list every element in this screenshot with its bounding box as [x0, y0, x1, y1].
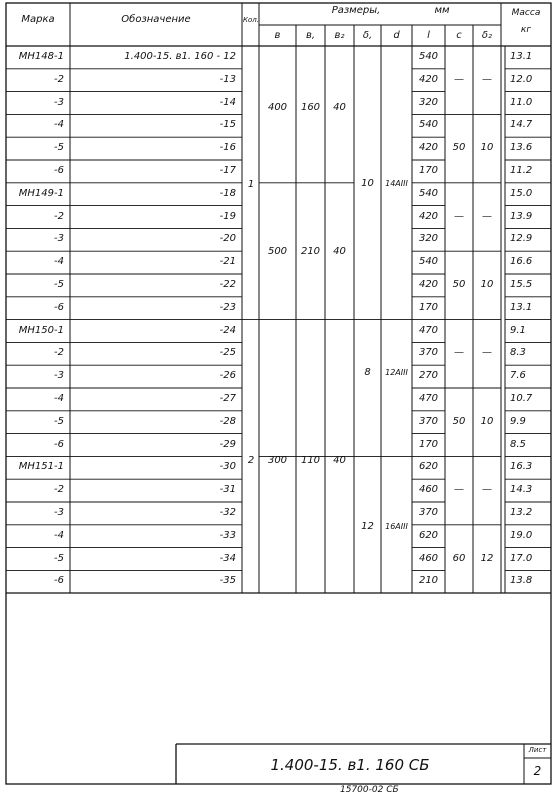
cell-designation: 1.400-15. в1. 160 - 12 [124, 51, 236, 62]
cell-designation: -25 [219, 347, 236, 359]
cell-length: 620 [418, 529, 439, 541]
header-mass-unit: кг [520, 25, 532, 35]
cell-designation: -15 [219, 119, 236, 131]
cell-marka: -5 [54, 552, 64, 564]
header-designation: Обозначение [121, 14, 191, 25]
cell-c: — [454, 347, 464, 359]
cell-mass: 14.7 [510, 119, 533, 131]
cell-marka: -4 [54, 256, 64, 268]
cell-length: 210 [418, 575, 439, 587]
cell-length: 420 [418, 210, 439, 222]
cell-marka: -4 [54, 119, 64, 131]
cell-designation: -18 [219, 187, 236, 199]
cell-length: 320 [418, 233, 439, 245]
cell-designation: -20 [219, 233, 236, 245]
cell-mass: 11.2 [510, 165, 533, 176]
cell-designation: -35 [219, 575, 236, 587]
cell-designation: -33 [219, 529, 236, 541]
group1-b: 400 [267, 102, 288, 113]
cell-marka: -6 [54, 301, 64, 313]
sheet-number: 2 [533, 764, 542, 778]
cell-designation: -31 [219, 484, 236, 496]
cell-designation: -22 [219, 279, 236, 290]
cell-marka: -2 [54, 347, 64, 359]
cell-marka: МН148-1 [18, 51, 64, 62]
cell-mass: 12.0 [510, 73, 533, 85]
cell-delta2: — [482, 347, 492, 359]
cell-mass: 8.3 [510, 347, 526, 359]
cell-c: 50 [452, 415, 466, 427]
cell-length: 460 [418, 552, 439, 564]
cell-length: 320 [418, 96, 439, 108]
cell-designation: -14 [219, 96, 236, 108]
cell-marka: -2 [54, 484, 64, 496]
d-group-b: 12АIII [385, 368, 408, 377]
cell-designation: -21 [219, 256, 236, 268]
footer-stamp: 15700-02 СБ [340, 785, 399, 795]
cell-c: 50 [452, 279, 466, 290]
cell-length: 540 [418, 187, 439, 199]
cell-marka: -3 [54, 507, 64, 518]
cell-length: 170 [418, 165, 439, 176]
cell-length: 620 [418, 461, 439, 473]
cell-designation: -16 [219, 142, 236, 154]
header-dimensions: Размеры, [331, 5, 381, 16]
cell-c: — [454, 484, 464, 496]
qty-group-1: 1 [247, 179, 255, 190]
cell-marka: -5 [54, 415, 64, 427]
qty-group-2: 2 [247, 455, 255, 466]
sheet-label: Лист [528, 746, 547, 754]
cell-mass: 15.5 [510, 279, 533, 290]
cell-designation: -30 [219, 461, 236, 473]
cell-delta2: 10 [480, 279, 494, 290]
cell-delta2: 10 [480, 415, 494, 427]
delta1-group-c: 12 [361, 521, 374, 532]
cell-delta2: — [482, 484, 492, 496]
cell-c: 50 [452, 142, 466, 154]
cell-designation: -24 [219, 324, 236, 336]
cell-mass: 13.8 [510, 575, 533, 587]
cell-length: 420 [418, 73, 439, 85]
group1-b1: 160 [300, 102, 321, 113]
cell-designation: -19 [219, 210, 236, 222]
cell-mass: 16.3 [510, 461, 533, 473]
header-col-b1: в, [305, 30, 316, 41]
group3-b2: 40 [333, 455, 346, 466]
cell-designation: -34 [219, 552, 236, 564]
d-group-c: 16АIII [385, 522, 408, 531]
cell-length: 470 [418, 324, 439, 336]
cell-mass: 8.5 [510, 438, 526, 450]
cell-marka: -6 [54, 438, 64, 450]
header-quantity: Кол. [243, 16, 259, 24]
cell-length: 420 [418, 142, 439, 154]
cell-marka: -5 [54, 142, 64, 154]
cell-mass: 14.3 [510, 484, 533, 496]
header-col-b2: в₂ [334, 30, 345, 41]
cell-designation: -28 [219, 415, 236, 427]
header-marka: Марка [21, 14, 55, 25]
cell-mass: 15.0 [510, 187, 533, 199]
group3-b: 300 [267, 455, 288, 466]
cell-length: 370 [418, 415, 439, 427]
d-group-a: 14АIII [385, 179, 408, 188]
header-col-delta2: δ₂ [481, 30, 493, 41]
cell-marka: МН149-1 [18, 187, 64, 199]
cell-length: 270 [418, 370, 439, 382]
cell-length: 420 [418, 279, 439, 290]
cell-mass: 13.1 [510, 51, 533, 62]
cell-marka: МН150-1 [18, 324, 64, 336]
header-col-delta1: δ, [362, 30, 373, 41]
delta1-group-a: 10 [361, 178, 374, 189]
header-dimensions-unit: мм [434, 5, 450, 16]
cell-delta2: 10 [480, 142, 494, 154]
cell-mass: 12.9 [510, 233, 533, 245]
cell-designation: -13 [219, 73, 236, 85]
cell-marka: -4 [54, 529, 64, 541]
cell-c: — [454, 210, 464, 222]
cell-marka: -4 [54, 393, 64, 404]
cell-mass: 11.0 [510, 96, 533, 108]
header-col-l: l [427, 30, 430, 41]
cell-mass: 13.2 [510, 507, 533, 518]
group2-b: 500 [267, 246, 288, 257]
cell-delta2: — [482, 210, 492, 222]
cell-marka: -3 [54, 233, 64, 245]
title-block-code: 1.400-15. в1. 160 СБ [270, 756, 430, 774]
cell-marka: -6 [54, 165, 64, 176]
cell-length: 540 [418, 51, 439, 62]
header-col-c: с [456, 30, 462, 41]
group3-b1: 110 [300, 455, 321, 466]
cell-length: 370 [418, 507, 439, 518]
cell-mass: 13.1 [510, 301, 533, 313]
cell-marka: -2 [54, 210, 64, 222]
cell-length: 170 [418, 301, 439, 313]
cell-length: 370 [418, 347, 439, 359]
cell-delta2: 12 [480, 552, 494, 564]
header-col-b: в [274, 30, 281, 41]
delta1-group-b: 8 [364, 367, 371, 378]
cell-designation: -29 [219, 438, 236, 450]
cell-mass: 13.9 [510, 210, 533, 222]
header-mass: Масса [511, 8, 541, 18]
cell-designation: -17 [219, 165, 236, 176]
cell-c: 60 [452, 552, 466, 564]
cell-c: — [454, 73, 464, 85]
cell-mass: 19.0 [510, 529, 533, 541]
group2-b2: 40 [333, 246, 346, 257]
cell-marka: -2 [54, 73, 64, 85]
cell-marka: -3 [54, 370, 64, 382]
group1-b2: 40 [333, 102, 346, 113]
cell-mass: 9.9 [510, 415, 526, 427]
header-col-d: d [393, 30, 400, 41]
cell-length: 540 [418, 256, 439, 268]
cell-length: 460 [418, 484, 439, 496]
cell-mass: 13.6 [510, 142, 533, 154]
cell-designation: -32 [219, 507, 236, 518]
cell-marka: -5 [54, 279, 64, 290]
cell-mass: 9.1 [510, 324, 526, 336]
cell-mass: 10.7 [510, 393, 533, 404]
cell-marka: -6 [54, 575, 64, 587]
cell-mass: 17.0 [510, 552, 533, 564]
cell-length: 170 [418, 438, 439, 450]
group2-b1: 210 [300, 246, 321, 257]
cell-designation: -27 [219, 393, 236, 404]
cell-length: 470 [418, 393, 439, 404]
cell-delta2: — [482, 73, 492, 85]
cell-designation: -23 [219, 301, 236, 313]
cell-marka: -3 [54, 96, 64, 108]
cell-marka: МН151-1 [18, 461, 64, 473]
cell-mass: 7.6 [510, 370, 526, 382]
cell-mass: 16.6 [510, 256, 533, 268]
cell-length: 540 [418, 119, 439, 131]
cell-designation: -26 [219, 370, 236, 382]
